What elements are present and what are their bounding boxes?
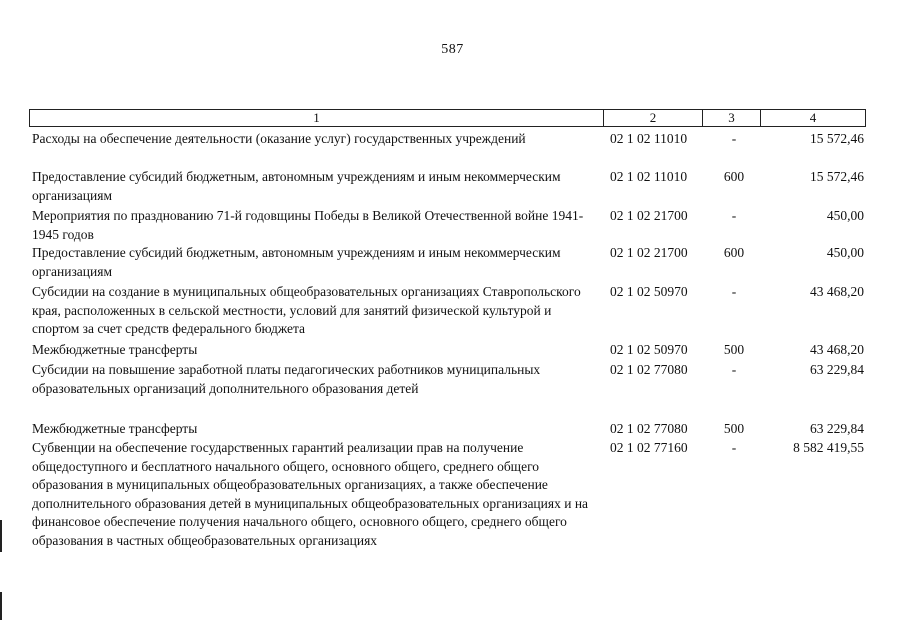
- header-col-4: 4: [809, 110, 817, 125]
- scan-margin-mark: [0, 592, 2, 620]
- row-amount: 43 468,20: [810, 342, 864, 357]
- row-code: 02 1 02 50970: [610, 284, 688, 299]
- row-type: 500: [723, 342, 745, 357]
- row-type: -: [731, 131, 737, 146]
- header-col-3: 3: [703, 110, 761, 126]
- table-header-row: [29, 109, 866, 127]
- row-type: 600: [723, 169, 745, 184]
- row-code: 02 1 02 21700: [610, 208, 688, 223]
- row-name: Субсидии на создание в муниципальных общеобразовательных организациях Ставропольского края, расположенных в сельской местности, условий для занятий физической культурой и спортом за счет средств федерального бюджета: [32, 284, 581, 336]
- row-type: -: [731, 362, 737, 377]
- row-code: 02 1 02 77080: [610, 421, 688, 436]
- row-code: 02 1 02 77080: [610, 362, 688, 377]
- row-code: 02 1 02 50970: [610, 342, 688, 357]
- row-type: -: [731, 208, 737, 223]
- row-name: Субвенции на обеспечение государственных гарантий реализации прав на получение общедоступного и бесплатного начального общего, основного общего, среднего общего образования в муниципальных общеобразовательных организациях, а также обеспечение дополнительного образования детей в муниципальных общеобразовательных организациях и на финансовое обеспечение получения начального общего, основного общего, среднего общего образования в частных общеобразовательных организациях: [32, 440, 589, 548]
- row-amount: 43 468,20: [810, 284, 864, 299]
- row-name: Расходы на обеспечение деятельности (оказание услуг) государственных учреждений: [32, 131, 526, 146]
- row-code: 02 1 02 11010: [610, 131, 688, 146]
- row-name: Субсидии на повышение заработной платы педагогических работников муниципальных образовательных организаций дополнительного образования детей: [32, 362, 541, 396]
- row-amount: 63 229,84: [810, 362, 864, 377]
- scan-margin-mark: [0, 520, 2, 552]
- row-type: -: [731, 440, 737, 455]
- header-col-2: 2: [604, 110, 703, 126]
- row-name: Межбюджетные трансферты: [32, 342, 198, 357]
- row-amount: 15 572,46: [810, 131, 864, 146]
- row-code: 02 1 02 21700: [610, 245, 688, 260]
- row-type: 500: [723, 421, 745, 436]
- row-amount: 450,00: [826, 208, 864, 223]
- page-number: 587: [441, 42, 464, 57]
- row-amount: 450,00: [826, 245, 864, 260]
- row-code: 02 1 02 11010: [610, 169, 688, 184]
- row-name: Межбюджетные трансферты: [32, 421, 198, 436]
- row-name: Предоставление субсидий бюджетным, автономным учреждениям и иным некоммерческим организациям: [32, 169, 561, 203]
- row-code: 02 1 02 77160: [610, 440, 688, 455]
- row-type: 600: [723, 245, 745, 260]
- row-type: -: [731, 284, 737, 299]
- header-col-1: 1: [30, 110, 604, 126]
- row-amount: 63 229,84: [810, 421, 864, 436]
- row-name: Мероприятия по празднованию 71-й годовщины Победы в Великой Отечественной войне 1941-1945 годов: [32, 208, 584, 242]
- row-amount: 15 572,46: [810, 169, 864, 184]
- row-amount: 8 582 419,55: [793, 440, 864, 455]
- row-name: Предоставление субсидий бюджетным, автономным учреждениям и иным некоммерческим организациям: [32, 245, 561, 279]
